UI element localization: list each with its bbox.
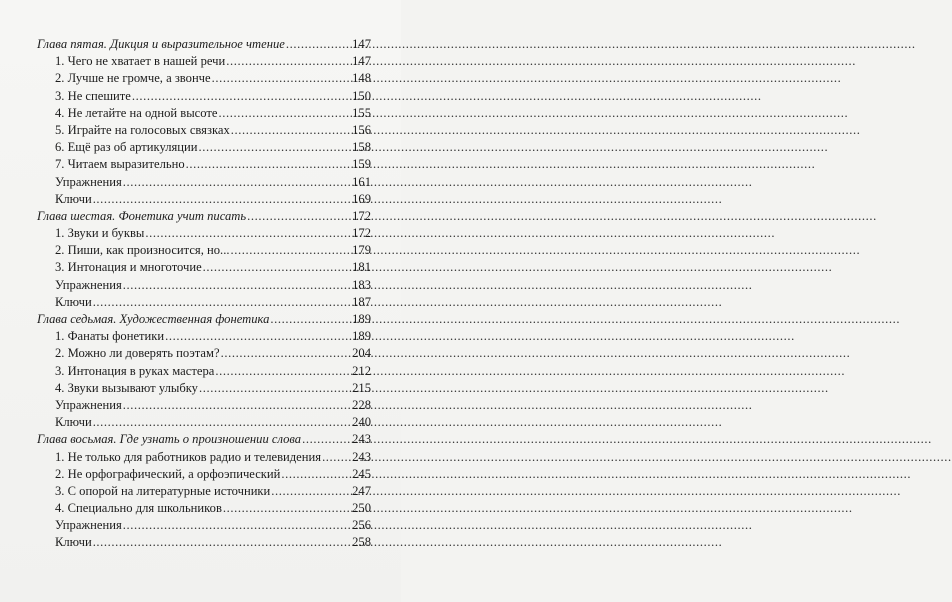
page-number: 161 <box>352 174 371 189</box>
book-page <box>0 0 401 602</box>
page-number: 169 <box>352 191 371 206</box>
dot-leader <box>203 259 351 276</box>
section-title: 5. Играйте на голосовых связках <box>55 122 230 137</box>
page-number: 159 <box>352 157 371 172</box>
toc-item-row <box>37 53 371 70</box>
page-number: 240 <box>352 415 371 430</box>
section-title: 1. Чего не хватает в нашей речи <box>55 54 226 69</box>
dot-leader <box>215 363 351 380</box>
section-title: Упражнения <box>55 518 122 533</box>
page-number: 181 <box>352 260 371 275</box>
dot-leader <box>123 397 351 414</box>
section-title: 1. Звуки и буквы <box>55 226 145 241</box>
page-number: 158 <box>352 140 371 155</box>
toc-item-row <box>37 259 371 276</box>
toc-item-row <box>37 225 371 242</box>
page-number: 179 <box>352 243 371 258</box>
dot-leader <box>186 156 351 173</box>
dot-leader <box>165 328 351 345</box>
section-title: 4. Не летайте на одной высоте <box>55 105 218 120</box>
dot-leader <box>199 380 351 397</box>
page-number: 187 <box>352 294 371 309</box>
page-number: 228 <box>352 397 371 412</box>
section-title: Ключи <box>55 415 92 430</box>
toc-item-row <box>37 277 371 294</box>
dot-leader <box>302 431 351 448</box>
chapter-title: Глава восьмая. Где узнать о произношении слова <box>37 432 302 447</box>
dot-leader <box>123 174 351 191</box>
toc-item-row <box>37 294 371 311</box>
section-title: 3. Интонация в руках мастера <box>55 363 215 378</box>
section-title: 2. Не орфографический, а орфоэпический <box>55 466 281 481</box>
page-number: 256 <box>352 518 371 533</box>
page-number: 243 <box>352 449 371 464</box>
toc-item-row <box>37 139 371 156</box>
page-number: 147 <box>352 54 371 69</box>
page-number: 148 <box>352 71 371 86</box>
page-number: 245 <box>352 466 371 481</box>
page-number: 172 <box>352 226 371 241</box>
page-number: 172 <box>352 208 371 223</box>
toc-item-row <box>37 466 371 483</box>
section-title: 3. Интонация и многоточие <box>55 260 202 275</box>
section-title: 2. Можно ли доверять поэтам? <box>55 346 220 361</box>
dot-leader <box>226 53 351 70</box>
page-number: 155 <box>352 105 371 120</box>
toc-item-row <box>37 363 371 380</box>
page-number: 243 <box>352 432 371 447</box>
dot-leader <box>145 225 351 242</box>
dot-leader <box>271 483 351 500</box>
dot-leader <box>281 466 351 483</box>
section-title: Упражнения <box>55 174 122 189</box>
chapter-title: Глава пятая. Дикция и выразительное чтение <box>37 37 285 51</box>
toc-item-row <box>37 449 371 466</box>
section-title: Ключи <box>55 294 92 309</box>
dot-leader <box>270 311 351 328</box>
page-number: 150 <box>352 88 371 103</box>
page-number: 183 <box>352 277 371 292</box>
toc-item-row <box>37 191 371 208</box>
page-number: 189 <box>352 329 371 344</box>
dot-leader <box>93 191 351 208</box>
page-number: 250 <box>352 501 371 516</box>
dot-leader <box>223 500 351 517</box>
chapter-title: Глава шестая. Фонетика учит писать <box>37 208 247 223</box>
toc-item-row <box>37 517 371 534</box>
page-number: 212 <box>352 363 371 378</box>
dot-leader <box>322 449 351 466</box>
table-of-contents <box>37 36 371 552</box>
page-number: 258 <box>352 535 371 550</box>
toc-item-row <box>37 534 371 551</box>
toc-item-row <box>37 397 371 414</box>
toc-item-row <box>37 70 371 87</box>
dot-leader <box>199 139 352 156</box>
dot-leader <box>221 345 352 362</box>
section-title: 4. Звуки вызывают улыбку <box>55 380 198 395</box>
page-number: 156 <box>352 122 371 137</box>
toc-item-row <box>37 122 371 139</box>
page-number: 215 <box>352 380 371 395</box>
toc-item-row <box>37 414 371 431</box>
section-title: Упражнения <box>55 397 122 412</box>
section-title: 2. Лучше не громче, а звонче <box>55 71 211 86</box>
toc-item-row <box>37 174 371 191</box>
section-title: Ключи <box>55 191 92 206</box>
section-title: Ключи <box>55 535 92 550</box>
dot-leader <box>231 122 351 139</box>
toc-item-row <box>37 242 371 259</box>
dot-leader <box>132 88 351 105</box>
dot-leader <box>93 414 351 431</box>
dot-leader <box>93 534 351 551</box>
dot-leader <box>123 277 351 294</box>
section-title: 3. С опорой на литературные источники <box>55 483 271 498</box>
toc-chapter-row <box>37 208 371 225</box>
dot-leader <box>219 105 352 122</box>
dot-leader <box>231 242 352 259</box>
chapter-title: Глава седьмая. Художественная фонетика <box>37 312 270 326</box>
page-number: 204 <box>352 346 371 361</box>
section-title: 3. Не спешите <box>55 88 131 103</box>
dot-leader <box>123 517 351 534</box>
page-number: 247 <box>352 483 371 498</box>
section-title: 2. Пиши, как произносится, но... <box>55 243 230 258</box>
toc-chapter-row <box>37 36 371 53</box>
toc-item-row <box>37 105 371 122</box>
page-number: 189 <box>352 312 371 326</box>
toc-item-row <box>37 483 371 500</box>
toc-item-row <box>37 345 371 362</box>
dot-leader <box>212 70 352 87</box>
dot-leader <box>286 36 351 53</box>
section-title: Упражнения <box>55 277 122 292</box>
page-number: 147 <box>352 37 371 51</box>
toc-item-row <box>37 88 371 105</box>
toc-chapter-row <box>37 311 371 328</box>
toc-item-row <box>37 500 371 517</box>
section-title: 1. Не только для работников радио и телевидения <box>55 449 322 464</box>
toc-chapter-row <box>37 431 371 448</box>
toc-item-row <box>37 328 371 345</box>
section-title: 4. Специально для школьников <box>55 501 222 516</box>
section-title: 6. Ещё раз об артикуляции <box>55 140 198 155</box>
section-title: 7. Читаем выразительно <box>55 157 185 172</box>
section-title: 1. Фанаты фонетики <box>55 329 165 344</box>
toc-item-row <box>37 156 371 173</box>
toc-item-row <box>37 380 371 397</box>
dot-leader <box>247 208 351 225</box>
dot-leader <box>93 294 351 311</box>
